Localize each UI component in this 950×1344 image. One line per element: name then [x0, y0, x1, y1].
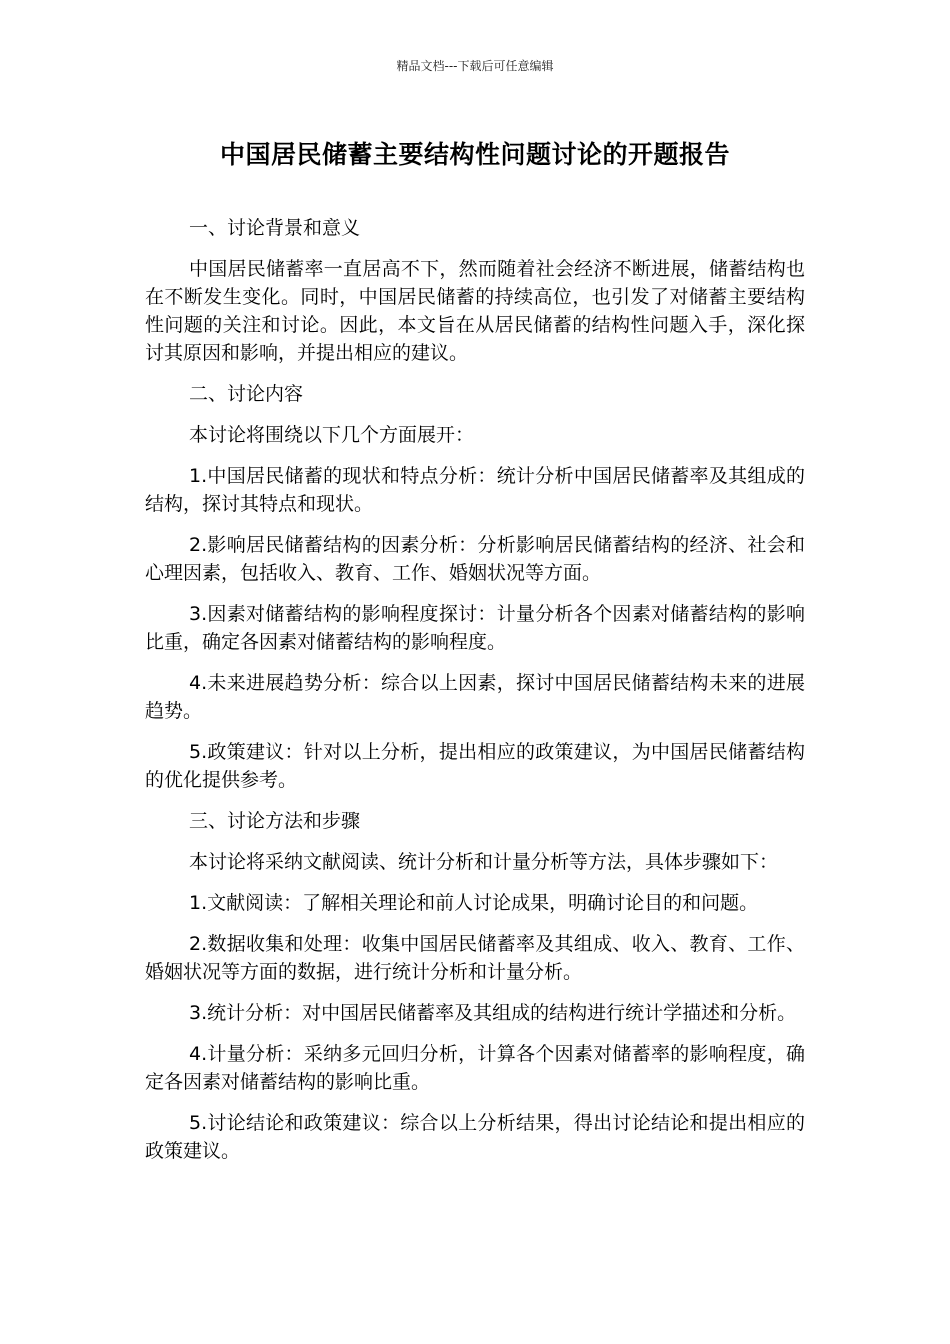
list-item-methods-1: 1.文献阅读：了解相关理论和前人讨论成果，明确讨论目的和问题。	[189, 892, 759, 914]
paragraph-content-intro: 本讨论将围绕以下几个方面展开：	[189, 424, 475, 446]
list-item-content-1: 1.中国居民储蓄的现状和特点分析：统计分析中国居民储蓄率及其组成的结构，探讨其特点和现状。	[145, 465, 805, 515]
list-item-methods-5: 5.讨论结论和政策建议：综合以上分析结果，得出讨论结论和提出相应的政策建议。	[145, 1112, 805, 1162]
list-item-methods-4: 4.计量分析：采纳多元回归分析，计算各个因素对储蓄率的影响程度，确定各因素对储蓄结构的影响比重。	[145, 1043, 805, 1093]
list-item-content-3: 3.因素对储蓄结构的影响程度探讨：计量分析各个因素对储蓄结构的影响比重，确定各因素对储蓄结构的影响程度。	[145, 603, 805, 653]
section-heading-background: 一、讨论背景和意义	[189, 217, 361, 239]
list-item-content-2: 2.影响居民储蓄结构的因素分析：分析影响居民储蓄结构的经济、社会和心理因素，包括收入、教育、工作、婚姻状况等方面。	[145, 534, 805, 584]
document-body	[145, 214, 805, 1178]
paragraph-methods-intro: 本讨论将采纳文献阅读、统计分析和计量分析等方法，具体步骤如下：	[189, 851, 779, 873]
list-item-methods-3: 3.统计分析：对中国居民储蓄率及其组成的结构进行统计学描述和分析。	[189, 1002, 797, 1024]
document-title: 中国居民储蓄主要结构性问题讨论的开题报告	[219, 140, 730, 169]
section-heading-content: 二、讨论内容	[189, 383, 304, 405]
list-item-content-4: 4.未来进展趋势分析：综合以上因素，探讨中国居民储蓄结构未来的进展趋势。	[145, 672, 805, 722]
paragraph-background: 中国居民储蓄率一直居高不下，然而随着社会经济不断进展，储蓄结构也在不断发生变化。同时，中国居民储蓄的持续高位，也引发了对储蓄主要结构性问题的关注和讨论。因此，本文旨在从居民储蓄的结构性问题入手，深化探讨其原因和影响，并提出相应的建议。	[145, 258, 805, 364]
list-item-methods-2: 2.数据收集和处理：收集中国居民储蓄率及其组成、收入、教育、工作、婚姻状况等方面的数据，进行统计分析和计量分析。	[145, 933, 805, 983]
page-header: 精品文档---下载后可任意编辑	[396, 59, 554, 73]
section-heading-methods: 三、讨论方法和步骤	[189, 810, 361, 832]
list-item-content-5: 5.政策建议：针对以上分析，提出相应的政策建议，为中国居民储蓄结构的优化提供参考。	[145, 741, 805, 791]
